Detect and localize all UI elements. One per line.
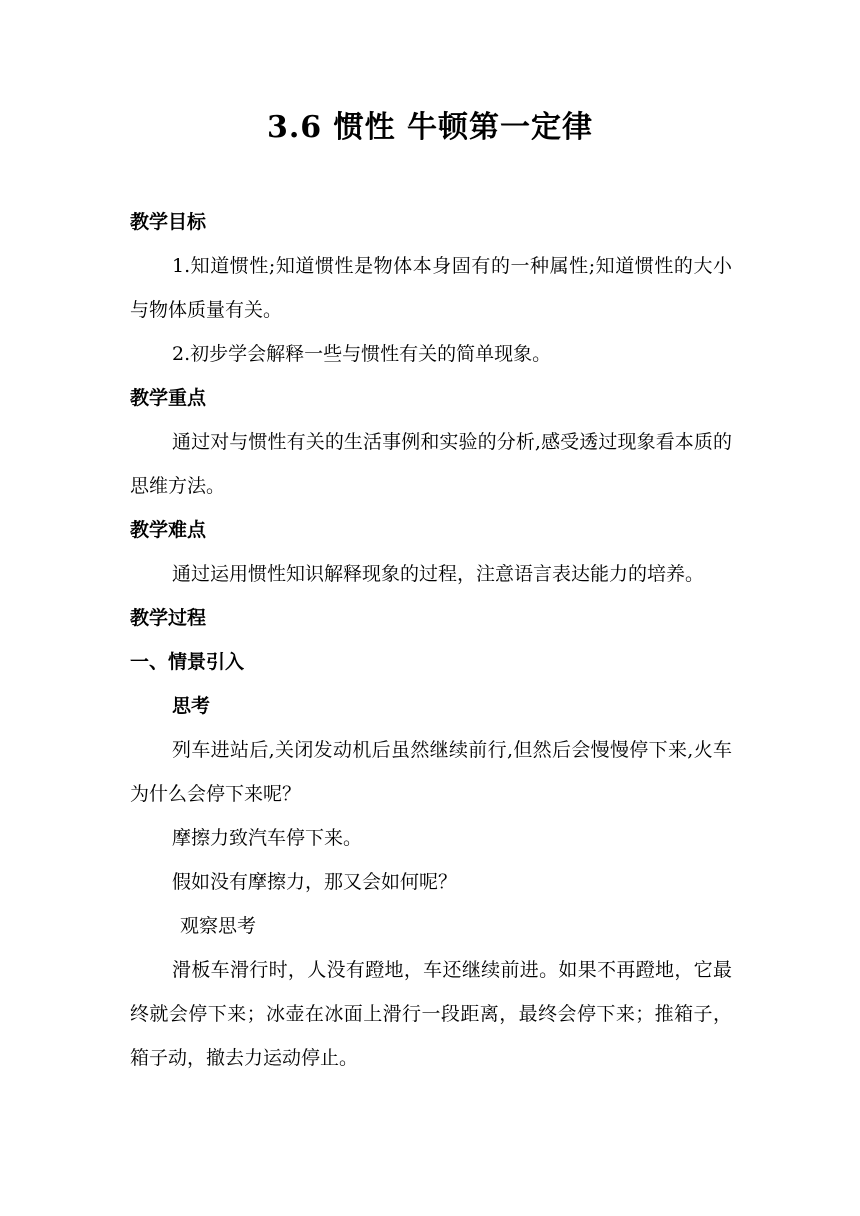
difficulties-text: 通过运用惯性知识解释现象的过程，注意语言表达能力的培养。: [172, 563, 705, 585]
observe-text: 滑板车滑行时，人没有蹬地，车还继续前进。如果不再蹬地，它最终就会停下来；冰壶在冰面上滑行一段距离，最终会停下来；推箱子，箱子动，撤去力运动停止。: [130, 959, 732, 1069]
goals-heading: 教学目标: [130, 211, 207, 233]
question-text: 假如没有摩擦力，那又会如何呢？: [172, 871, 458, 893]
difficulties-heading: 教学难点: [130, 519, 207, 541]
observe-heading: 观察思考: [180, 915, 257, 937]
intro-heading: 一、情景引入: [130, 651, 245, 673]
document-body: [130, 200, 732, 1080]
goal-item-2: 2.初步学会解释一些与惯性有关的简单现象。: [172, 343, 552, 365]
key-points-text: 通过对与惯性有关的生活事例和实验的分析,感受透过现象看本质的思维方法。: [130, 431, 732, 497]
think-text: 列车进站后,关闭发动机后虽然继续前行,但然后会慢慢停下来,火车为什么会停下来呢？: [130, 739, 732, 805]
key-points-heading: 教学重点: [130, 387, 207, 409]
process-heading: 教学过程: [130, 607, 207, 629]
friction-text: 摩擦力致汽车停下来。: [172, 827, 363, 849]
page-title: 3.6 惯性 牛顿第一定律: [266, 110, 594, 145]
think-heading: 思考: [172, 695, 211, 717]
goal-item-1: 1.知道惯性;知道惯性是物体本身固有的一种属性;知道惯性的大小与物体质量有关。: [130, 255, 732, 321]
